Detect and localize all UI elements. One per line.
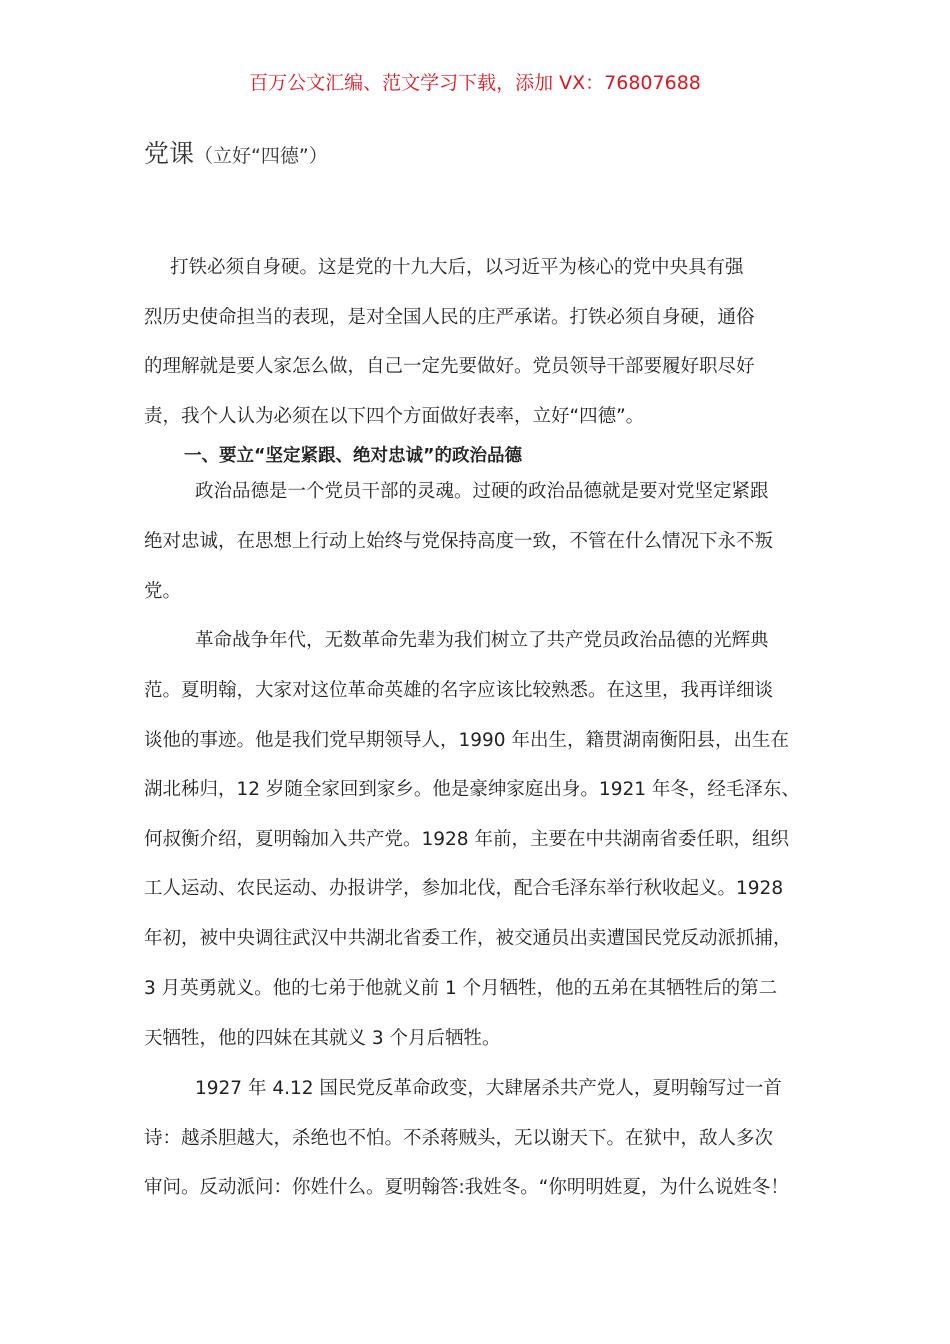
paragraph-line: 谈他的事迹。他是我们党早期领导人，1990 年出生，籍贯湖南衡阳县，出生在 bbox=[144, 730, 789, 751]
watermark-banner: 百万公文汇编、范文学习下载，添加 VX：76807688 bbox=[249, 72, 701, 94]
paragraph-line: 湖北秭归，12 岁随全家回到家乡。他是豪绅家庭出身。1921 年冬，经毛泽东、 bbox=[144, 779, 800, 800]
paragraph-line: 3 月英勇就义。他的七弟于他就义前 1 个月牺牲，他的五弟在其牺牲后的第二 bbox=[144, 978, 778, 999]
paragraph-line: 党。 bbox=[144, 581, 182, 602]
paragraph-line: 烈历史使命担当的表现，是对全国人民的庄严承诺。打铁必须自身硬，通俗 bbox=[144, 307, 755, 328]
paragraph-line: 工人运动、农民运动、办报讲学，参加北伐，配合毛泽东举行秋收起义。1928 bbox=[144, 878, 784, 899]
paragraph-line: 天牺牲，他的四妹在其就义 3 个月后牺牲。 bbox=[144, 1028, 501, 1049]
page-title bbox=[144, 134, 328, 170]
paragraph-line: 的理解就是要人家怎么做，自己一定先要做好。党员领导干部要履好职尽好 bbox=[144, 356, 755, 377]
paragraph-line: 1927 年 4.12 国民党反革命政变，大肆屠杀共产党人，夏明翰写过一首 bbox=[195, 1078, 782, 1099]
paragraph-line: 责，我个人认为必须在以下四个方面做好表率，立好“四德”。 bbox=[144, 406, 645, 427]
paragraph-line: 诗：越杀胆越大，杀绝也不怕。不杀蒋贼头，无以谢天下。在狱中，敌人多次 bbox=[144, 1128, 774, 1149]
paragraph-line: 审问。反动派问：你姓什么。夏明翰答:我姓冬。“你明明姓夏，为什么说姓冬！ bbox=[144, 1177, 789, 1198]
title-sub: （立好“四德”） bbox=[194, 145, 328, 167]
paragraph-line: 绝对忠诚，在思想上行动上始终与党保持高度一致，不管在什么情况下永不叛 bbox=[144, 531, 774, 552]
paragraph-line: 范。夏明翰，大家对这位革命英雄的名字应该比较熟悉。在这里，我再详细谈 bbox=[144, 680, 774, 701]
paragraph-line: 打铁必须自身硬。这是党的十九大后，以习近平为核心的党中央具有强 bbox=[170, 257, 744, 278]
paragraph-line: 何叔衡介绍，夏明翰加入共产党。1928 年前，主要在中共湖南省委任职，组织 bbox=[144, 829, 789, 850]
paragraph-line: 革命战争年代，无数革命先辈为我们树立了共产党员政治品德的光辉典 bbox=[195, 630, 769, 651]
paragraph-line: 年初，被中央调往武汉中共湖北省委工作，被交通员出卖遭国民党反动派抓捕， bbox=[144, 928, 792, 949]
title-main: 党课 bbox=[144, 139, 195, 168]
paragraph-line: 政治品德是一个党员干部的灵魂。过硬的政治品德就是要对党坚定紧跟 bbox=[195, 481, 769, 502]
section-heading: 一、要立“坚定紧跟、绝对忠诚”的政治品德 bbox=[184, 446, 523, 466]
